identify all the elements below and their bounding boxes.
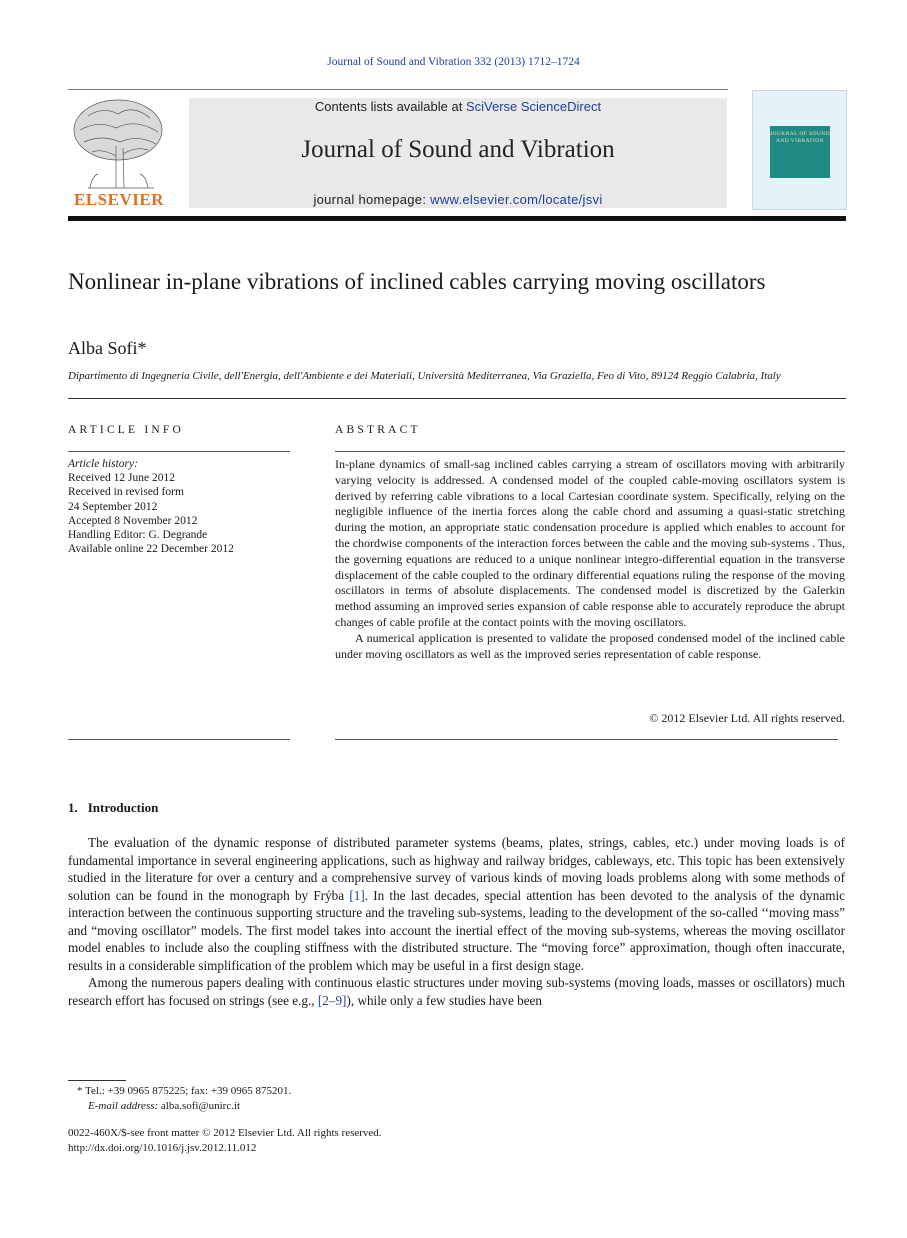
- intro-paragraph-2: [68, 974, 845, 1009]
- intro-text: The evaluation of the dynamic response of distributed parameter systems (beams, plates, strings, cables, etc.) under moving loads is of fundamental importance in several engineering applications, such as highway and railway bridges, cableways, etc. This topic has been extensively studied in the literature for over a century and a comprehensive survey of various kinds of moving loads problems along with some methods of solution can be found in the monograph by Frýba: [68, 835, 845, 903]
- homepage-prefix: journal homepage:: [313, 192, 431, 207]
- elsevier-wordmark[interactable]: ELSEVIER: [74, 190, 164, 209]
- email-address[interactable]: alba.sofi@unirc.it: [160, 1100, 241, 1112]
- footnote-rule: [68, 1080, 126, 1081]
- history-line: Received 12 June 2012: [68, 472, 175, 485]
- homepage-line: [189, 192, 727, 207]
- title-rule: [68, 398, 846, 399]
- masthead-top-rule: [68, 89, 728, 90]
- journal-homepage-link[interactable]: www.elsevier.com/locate/jsvi: [430, 192, 603, 207]
- section-number: 1.: [68, 800, 78, 815]
- author-name[interactable]: Alba Sofi: [68, 338, 138, 358]
- intro-text: ), while only a few studies have been: [346, 992, 543, 1008]
- history-line: Handling Editor: G. Degrande: [68, 529, 208, 542]
- sciencedirect-link[interactable]: SciVerse ScienceDirect: [465, 99, 602, 114]
- intro-text: Among the numerous papers dealing with continuous elastic structures under moving sub-systems (moving loads, masses or oscillators) much research effort has focused on strings (see e.g.,: [68, 975, 845, 1008]
- history-line: 24 September 2012: [68, 500, 158, 513]
- footnote-contact: * Tel.: +39 0965 875225; fax: +39 0965 875201.: [77, 1085, 292, 1097]
- history-line: Received in revised form: [68, 486, 184, 499]
- article-info-heading: ARTICLE INFO: [68, 424, 184, 436]
- introduction-body: [68, 834, 845, 1009]
- section-heading-introduction: [68, 800, 158, 816]
- abstract-paragraph: In-plane dynamics of small-sag inclined cables carrying a stream of oscillators moving with arbitrarily varying velocity is addressed. A condensed model of the coupled cable-moving oscillators system is derived by referring cable vibrations to a local Cartesian coordinate system. Specifically, relying on the negligible influence of the inertia forces along the cable chord and assuming a quasi-static stretching during the motion, an appropriate static condensation procedure is applied which enables to account for the chordwise components of the interaction forces between the cable and the moving sub-systems . Thus, the governing equations are reduced to a unique nonlinear integro-differential equation in the transverse displacement of the cable coupled to the ordinary differential equations ruling the response of the moving oscillators in terms of absolute displacements. The condensed model is discretized by the Galerkin method assuming an improved series expansion of cable response able to accurately reproduce the abrupt changes of cable profile at the contact points with the moving oscillators.: [335, 457, 845, 629]
- paper-title: Nonlinear in-plane vibrations of inclined cables carrying moving oscillators: [68, 269, 766, 294]
- cover-title: JOURNAL OF SOUND AND VIBRATION: [770, 131, 830, 144]
- history-label: Article history:: [68, 458, 138, 470]
- abstract-bottom-rule: [335, 739, 838, 740]
- author-footnote-mark[interactable]: *: [137, 338, 147, 358]
- contents-prefix: Contents lists available at: [314, 99, 466, 114]
- journal-cover-thumbnail[interactable]: [752, 90, 847, 210]
- history-line: Accepted 8 November 2012: [68, 514, 198, 527]
- abstract-copyright: © 2012 Elsevier Ltd. All rights reserved.: [649, 711, 845, 725]
- tree-icon: [68, 96, 170, 192]
- running-header[interactable]: Journal of Sound and Vibration 332 (2013) 1712–1724: [327, 56, 580, 68]
- history-line: Available online 22 December 2012: [68, 543, 234, 556]
- email-label: E-mail address:: [88, 1100, 159, 1112]
- footnote-email: [88, 1100, 788, 1112]
- front-matter-line: 0022-460X/$-see front matter © 2012 Elsevier Ltd. All rights reserved.: [68, 1127, 382, 1139]
- section-title: Introduction: [87, 800, 159, 815]
- doi-link[interactable]: http://dx.doi.org/10.1016/j.jsv.2012.11.012: [68, 1142, 257, 1154]
- intro-text: . In the last decades, special attention has been devoted to the analysis of the dynamic interaction between the continuous supporting structure and the traveling sub-systems, leading to the development of the so-called ‘‘moving mass” and “moving oscillator” models. The first model takes into account the inertial effect of the moving sub-systems, whereas the moving oscillator model enables to include also the coupling stiffness with the distributed structure. The “moving force” approximation, though often inaccurate, results in a considerable simplification of the problem which may be useful in a first design stage.: [68, 887, 845, 973]
- abstract-rule: [335, 451, 845, 452]
- citation-link-1[interactable]: [1]: [349, 887, 365, 903]
- abstract-heading: ABSTRACT: [335, 424, 421, 436]
- article-info-bottom-rule: [68, 739, 290, 740]
- author-line: [68, 338, 147, 359]
- abstract-paragraph: A numerical application is presented to validate the proposed condensed model of the inclined cable under moving oscillators as well as the improved series representation of cable response.: [335, 630, 845, 661]
- contents-line: [189, 99, 727, 114]
- affiliation: Dipartimento di Ingegneria Civile, dell'Energia, dell'Ambiente e dei Materiali, Università Mediterranea, Via Graziella, Feo di Vito, 89124 Reggio Calabria, Italy: [68, 370, 781, 382]
- article-history: [68, 457, 298, 556]
- abstract-body: [335, 457, 845, 662]
- masthead-bottom-rule: [68, 216, 846, 221]
- article-info-rule: [68, 451, 290, 452]
- intro-paragraph-1: [68, 834, 845, 974]
- journal-title: Journal of Sound and Vibration: [301, 136, 615, 163]
- citation-link-2-9[interactable]: [2–9]: [317, 992, 347, 1008]
